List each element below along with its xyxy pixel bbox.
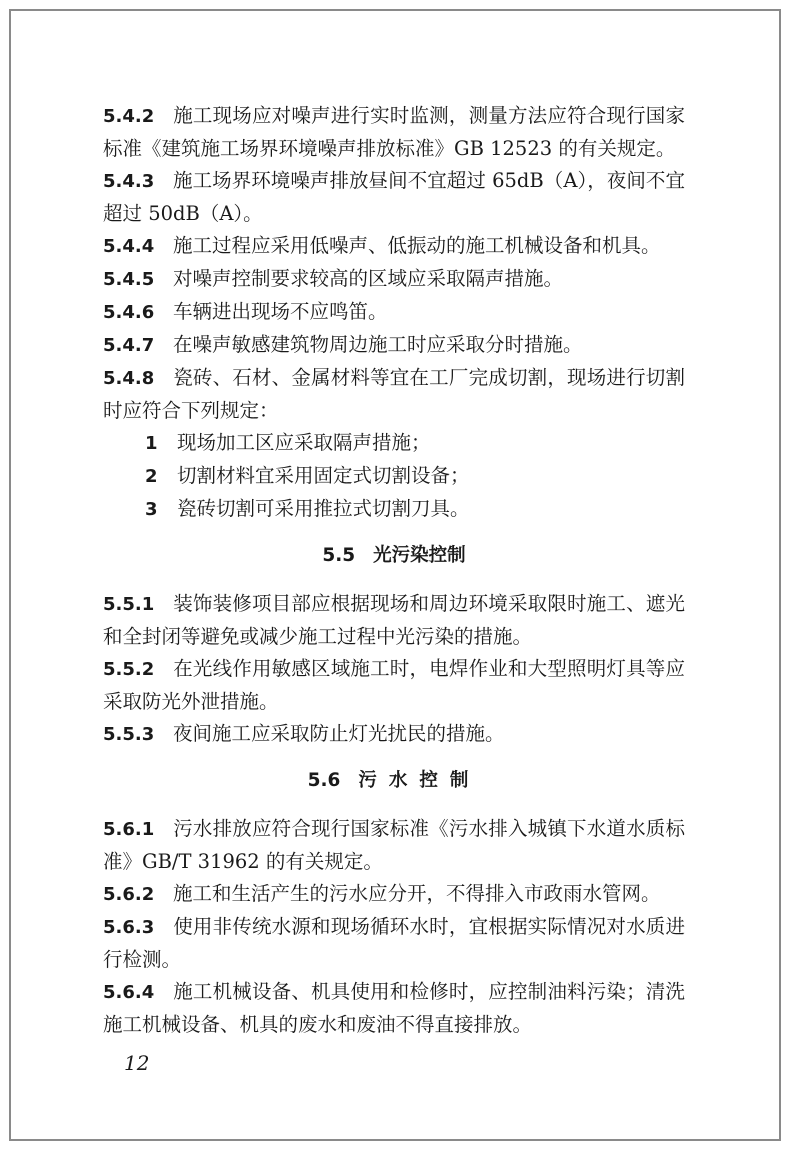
clause-number: 5.6.4 bbox=[103, 982, 155, 1003]
document-body bbox=[103, 100, 685, 1041]
clause-text: 在噪声敏感建筑物周边施工时应采取分时措施。 bbox=[173, 333, 583, 356]
item-text: 瓷砖切割可采用推拉式切割刀具。 bbox=[177, 497, 470, 520]
clause-text: 施工现场应对噪声进行实时监测，测量方法应符合现行国家标准《建筑施工场界环境噪声排放标准》GB 12523 的有关规定。 bbox=[103, 104, 685, 160]
item-text: 切割材料宜采用固定式切割设备； bbox=[177, 464, 470, 487]
clause-5-5-3 bbox=[103, 718, 685, 751]
clause-number: 5.4.7 bbox=[103, 335, 155, 356]
section-heading-5-6 bbox=[103, 765, 685, 797]
clause-text: 施工和生活产生的污水应分开，不得排入市政雨水管网。 bbox=[173, 882, 661, 905]
clause-text: 施工过程应采用低噪声、低振动的施工机械设备和机具。 bbox=[173, 234, 661, 257]
section-heading-5-5 bbox=[103, 540, 685, 572]
clause-5-5-2 bbox=[103, 653, 685, 718]
clause-number: 5.4.8 bbox=[103, 368, 155, 389]
clause-number: 5.6.3 bbox=[103, 917, 155, 938]
section-title: 光污染控制 bbox=[373, 545, 466, 566]
clause-number: 5.4.3 bbox=[103, 171, 155, 192]
clause-5-4-7 bbox=[103, 329, 685, 362]
clause-text: 施工场界环境噪声排放昼间不宜超过 65dB（A），夜间不宜超过 50dB（A）。 bbox=[103, 169, 685, 225]
clause-5-4-3 bbox=[103, 165, 685, 230]
item-number: 2 bbox=[145, 466, 158, 487]
section-number: 5.6 bbox=[307, 770, 341, 791]
clause-5-5-1 bbox=[103, 588, 685, 653]
clause-5-4-5 bbox=[103, 263, 685, 296]
clause-number: 5.6.2 bbox=[103, 884, 155, 905]
clause-text: 对噪声控制要求较高的区域应采取隔声措施。 bbox=[173, 267, 564, 290]
clause-number: 5.5.3 bbox=[103, 724, 155, 745]
clause-number: 5.4.4 bbox=[103, 236, 155, 257]
list-item bbox=[103, 427, 685, 460]
clause-text: 施工机械设备、机具使用和检修时，应控制油料污染；清洗施工机械设备、机具的废水和废油不得直接排放。 bbox=[103, 980, 685, 1036]
clause-number: 5.4.6 bbox=[103, 302, 155, 323]
section-title: 污水控制 bbox=[358, 770, 481, 791]
clause-text: 夜间施工应采取防止灯光扰民的措施。 bbox=[173, 722, 505, 745]
clause-5-6-2 bbox=[103, 878, 685, 911]
clause-5-6-1 bbox=[103, 813, 685, 878]
clause-number: 5.5.1 bbox=[103, 594, 155, 615]
item-number: 1 bbox=[145, 433, 158, 454]
clause-text: 装饰装修项目部应根据现场和周边环境采取限时施工、遮光和全封闭等避免或减少施工过程中光污染的措施。 bbox=[103, 592, 685, 648]
clause-text: 在光线作用敏感区域施工时，电焊作业和大型照明灯具等应采取防光外泄措施。 bbox=[103, 657, 685, 713]
clause-text: 使用非传统水源和现场循环水时，宜根据实际情况对水质进行检测。 bbox=[103, 915, 685, 971]
clause-5-6-3 bbox=[103, 911, 685, 976]
list-item bbox=[103, 493, 685, 526]
page-number: 12 bbox=[124, 1051, 150, 1075]
list-item bbox=[103, 460, 685, 493]
section-number: 5.5 bbox=[322, 545, 356, 566]
clause-number: 5.5.2 bbox=[103, 659, 155, 680]
clause-5-6-4 bbox=[103, 976, 685, 1041]
clause-5-4-4 bbox=[103, 230, 685, 263]
clause-5-4-6 bbox=[103, 296, 685, 329]
clause-text: 瓷砖、石材、金属材料等宜在工厂完成切割，现场进行切割时应符合下列规定： bbox=[103, 366, 685, 422]
clause-number: 5.4.5 bbox=[103, 269, 155, 290]
clause-5-4-2 bbox=[103, 100, 685, 165]
clause-text: 车辆进出现场不应鸣笛。 bbox=[173, 300, 388, 323]
clause-text: 污水排放应符合现行国家标准《污水排入城镇下水道水质标准》GB/T 31962 的有关规定。 bbox=[103, 817, 685, 873]
clause-number: 5.4.2 bbox=[103, 106, 155, 127]
clause-number: 5.6.1 bbox=[103, 819, 155, 840]
clause-5-4-8 bbox=[103, 362, 685, 427]
item-text: 现场加工区应采取隔声措施； bbox=[177, 431, 431, 454]
item-number: 3 bbox=[145, 499, 158, 520]
